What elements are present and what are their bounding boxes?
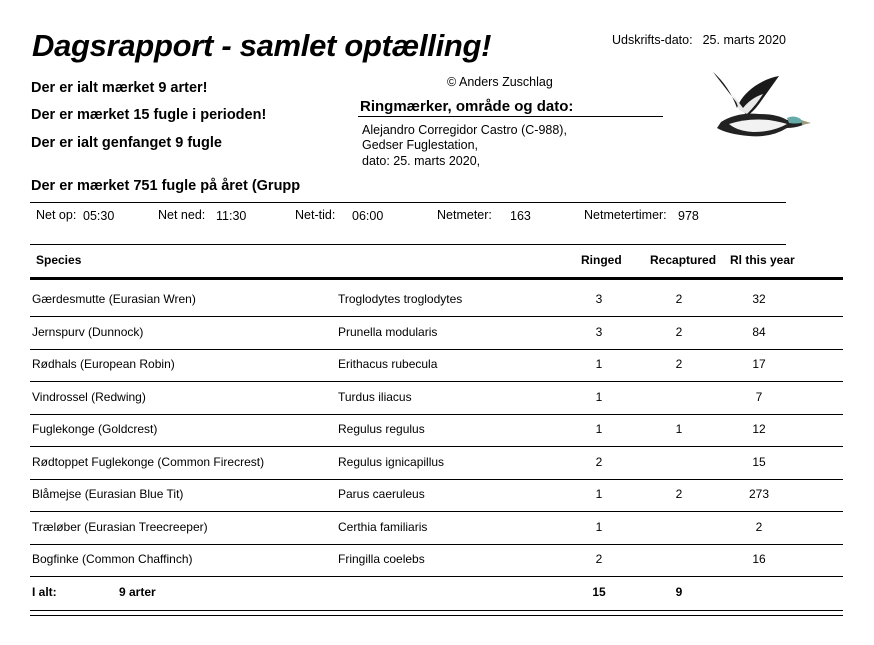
print-date xyxy=(612,33,786,47)
ringed-count: 1 xyxy=(595,487,603,501)
species-name: Fuglekonge (Goldcrest) xyxy=(32,422,158,436)
row-divider xyxy=(30,544,843,545)
total-ringed: 15 xyxy=(592,585,606,599)
summary-year-count: Der er mærket 751 fugle på året (Grupp xyxy=(31,178,301,194)
rl-this-year-count: 15 xyxy=(752,455,766,469)
total-rule-lower xyxy=(30,615,843,616)
ringed-count: 1 xyxy=(595,422,603,436)
ringed-count: 2 xyxy=(595,455,603,469)
copyright-notice: © Anders Zuschlag xyxy=(447,75,553,89)
net-meter-label: Netmeter: xyxy=(437,208,492,222)
species-latin-name: Regulus regulus xyxy=(338,422,425,436)
species-name: Jernspurv (Dunnock) xyxy=(32,325,144,339)
rl-this-year-count: 273 xyxy=(748,487,770,501)
species-latin-name: Turdus iliacus xyxy=(338,390,412,404)
recaptured-count: 2 xyxy=(675,487,683,501)
ringer-location: Gedser Fuglestation, xyxy=(362,138,479,152)
total-rule-upper xyxy=(30,610,843,611)
summary-species-count: Der er ialt mærket 9 arter! xyxy=(31,80,208,96)
table-header-rule xyxy=(30,277,843,280)
ringer-name: Alejandro Corregidor Castro (C-988), xyxy=(362,123,567,137)
net-ned-label: Net ned: xyxy=(158,208,206,222)
rl-this-year-count: 84 xyxy=(752,325,766,339)
recaptured-count: 2 xyxy=(675,292,683,306)
species-name: Rødhals (European Robin) xyxy=(32,357,175,371)
net-op-value: 05:30 xyxy=(83,209,115,223)
ringed-count: 3 xyxy=(595,325,603,339)
summary-recaptured-count: Der er ialt genfanget 9 fugle xyxy=(31,135,222,151)
ringer-heading-underline xyxy=(358,116,663,117)
species-latin-name: Certhia familiaris xyxy=(338,520,428,534)
report-title: Dagsrapport - samlet optælling! xyxy=(32,28,492,63)
recaptured-count: 1 xyxy=(675,422,683,436)
recaptured-count: 2 xyxy=(675,357,683,371)
ringer-heading: Ringmærker, område og dato: xyxy=(360,98,574,115)
rl-this-year-count: 2 xyxy=(755,520,763,534)
net-tid-value: 06:00 xyxy=(352,209,384,223)
net-timer-label: Netmetertimer: xyxy=(584,208,667,222)
recaptured-count: 2 xyxy=(675,325,683,339)
species-name: Gærdesmutte (Eurasian Wren) xyxy=(32,292,196,306)
species-latin-name: Regulus ignicapillus xyxy=(338,455,445,469)
net-tid-label: Net-tid: xyxy=(295,208,336,222)
row-divider xyxy=(30,381,843,382)
ringed-count: 1 xyxy=(595,390,603,404)
row-divider xyxy=(30,316,843,317)
species-latin-name: Erithacus rubecula xyxy=(338,357,438,371)
net-timer-value: 978 xyxy=(678,209,699,223)
species-name: Rødtoppet Fuglekonge (Common Firecrest) xyxy=(32,455,265,469)
net-ned-value: 11:30 xyxy=(216,209,247,223)
summary-ringed-count: Der er mærket 15 fugle i perioden! xyxy=(31,107,267,123)
species-latin-name: Fringilla coelebs xyxy=(338,552,425,566)
species-name: Træløber (Eurasian Treecreeper) xyxy=(32,520,208,534)
net-top-rule xyxy=(30,202,786,203)
net-op-label: Net op: xyxy=(36,208,77,222)
ringed-count: 1 xyxy=(595,357,603,371)
rl-this-year-count: 17 xyxy=(752,357,766,371)
ringed-count: 2 xyxy=(595,552,603,566)
column-header-species: Species xyxy=(36,253,82,267)
ringed-count: 3 xyxy=(595,292,603,306)
total-species: 9 arter xyxy=(119,585,156,599)
print-date-label: Udskrifts-dato: xyxy=(612,33,693,47)
ringer-date: dato: 25. marts 2020, xyxy=(362,154,481,168)
species-name: Bogfinke (Common Chaffinch) xyxy=(32,552,193,566)
species-latin-name: Prunella modularis xyxy=(338,325,438,339)
print-date-value: 25. marts 2020 xyxy=(702,33,786,47)
column-header-ringed: Ringed xyxy=(581,253,622,267)
species-latin-name: Troglodytes troglodytes xyxy=(338,292,463,306)
ringed-count: 1 xyxy=(595,520,603,534)
row-divider xyxy=(30,446,843,447)
species-latin-name: Parus caeruleus xyxy=(338,487,425,501)
row-divider xyxy=(30,576,843,577)
row-divider xyxy=(30,479,843,480)
total-label: I alt: xyxy=(32,585,57,599)
species-name: Vindrossel (Redwing) xyxy=(32,390,146,404)
eider-duck-icon xyxy=(707,68,813,142)
net-meter-value: 163 xyxy=(510,209,531,223)
row-divider xyxy=(30,414,843,415)
column-header-rl-this-year: Rl this year xyxy=(730,253,795,267)
rl-this-year-count: 7 xyxy=(755,390,763,404)
rl-this-year-count: 16 xyxy=(752,552,766,566)
column-header-recaptured: Recaptured xyxy=(650,253,717,267)
rl-this-year-count: 32 xyxy=(752,292,766,306)
rl-this-year-count: 12 xyxy=(752,422,766,436)
net-bottom-rule xyxy=(30,244,786,245)
row-divider xyxy=(30,349,843,350)
row-divider xyxy=(30,511,843,512)
total-recaptured: 9 xyxy=(675,585,683,599)
species-name: Blåmejse (Eurasian Blue Tit) xyxy=(32,487,184,501)
